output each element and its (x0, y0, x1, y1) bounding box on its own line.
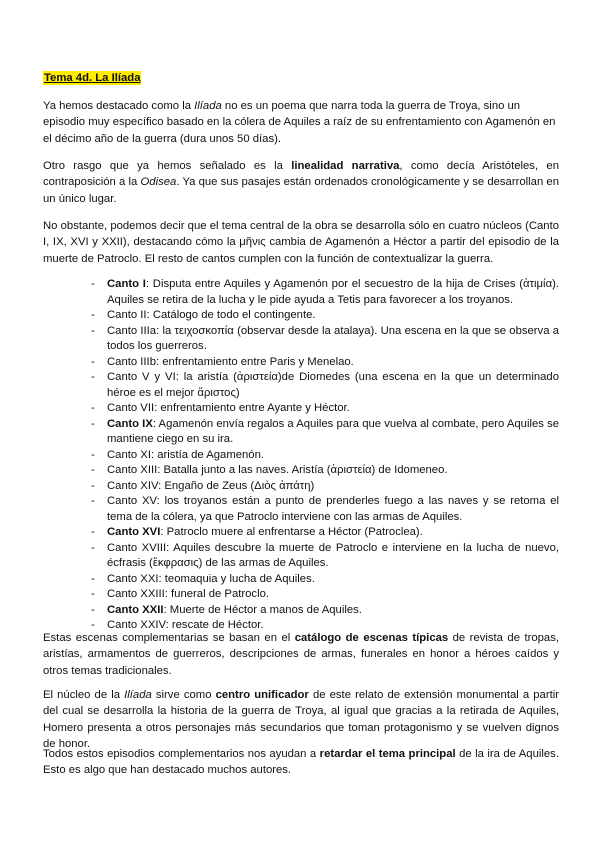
text-span: sirve como (151, 689, 216, 701)
canto-description: : Patroclo muere al enfrentarse a Héctor (Patroclea). (160, 526, 423, 538)
text-span: El núcleo de la (43, 689, 125, 701)
bold-text: retardar el tema principal (319, 748, 456, 760)
paragraph-centro (43, 687, 559, 752)
canto-label: Canto IX (107, 417, 153, 430)
canto-description: Canto IIIa: la τειχοσκοπία (observar desde la atalaya). Una escena en la que se observa a todos los guerreros. (107, 324, 559, 352)
italic-text: Ilíada (124, 689, 152, 701)
canto-description: Canto IIIb: enfrentamiento entre Paris y Menelao. (107, 355, 354, 368)
canto-list-item (91, 308, 559, 324)
canto-list-item (91, 479, 559, 495)
text-span: de la ira de Aquiles. Esto es algo que han destacado muchos autores. (43, 748, 559, 777)
canto-list-item (91, 494, 559, 525)
italic-text: Odisea (140, 176, 177, 189)
paragraph-nucleos: No obstante, podemos decir que el tema central de la obra se desarrolla sólo en cuatro núcleos (Canto I, IX, XVI y XXII), destacando cómo la μῆνις cambia de Agamenón a Héctor a partir del episodio de la muerte de Patroclo. El resto de cantos cumplen con la función de contextualizar la guerra. (43, 220, 559, 265)
canto-list-item (91, 401, 559, 417)
canto-description: Canto XXIII: funeral de Patroclo. (107, 588, 270, 600)
text-span: . Ya que sus pasajes están ordenados cronológicamente y se desarrollan en un único lugar. (43, 176, 559, 205)
canto-description: : Agamenón envía regalos a Aquiles para que vuelva al combate, pero Aquiles se mantiene ciego en su ira. (107, 417, 559, 445)
paragraph-intro (43, 98, 559, 147)
canto-label: Canto I (107, 278, 146, 290)
canto-description: Canto XXI: teomaquia y lucha de Aquiles. (107, 572, 315, 585)
canto-description: Canto XV: los troyanos están a punto de prenderles fuego a las naves y se retoma el tema de la cólera, ya que Patroclo interviene con las armas de Aquiles. (107, 495, 559, 523)
canto-list-item (91, 370, 559, 401)
text-span: de revista de tropas, aristías, armamentos de guerreros, descripciones de armas, funerales en honor a héroes caídos y otros temas tradicionales. (43, 632, 560, 677)
canto-list-item (91, 587, 559, 603)
bold-text: linealidad narrativa (291, 160, 400, 172)
text-span: Ya hemos destacado como la (43, 100, 195, 112)
text-span: Otro rasgo que ya hemos señalado es la (43, 160, 292, 172)
canto-description: : Disputa entre Aquiles y Agamenón por el secuestro de la hija de Crises (ἀτιμία). Aquiles se retira de la lucha y le pide ayuda a Tetis para favorecer a los troyanos. (107, 278, 559, 306)
canto-list-item (91, 277, 559, 308)
canto-list-item (91, 525, 559, 541)
canto-list-item (91, 541, 559, 572)
text-span: no es un poema que narra toda la guerra de Troya, sino un episodio muy específico basado en la cólera de Aquiles a raíz de su enfrentamiento con Agamenón en el décimo año de la guerra (dura unos 50 días). (43, 100, 556, 145)
canto-description: Canto XIII: Batalla junto a las naves. Aristía (ἀριστεία) de Idomeneo. (107, 464, 448, 476)
canto-list-item (91, 463, 559, 479)
text-span: Todos estos episodios complementarios nos ayudan a (43, 748, 320, 760)
text-span: de este relato de extensión monumental a partir del cual se desarrolla la historia de la guerra de Troya, al igual que gracias a la retirada de Aquiles, Homero presenta a otros personajes más secundarios que toman protagonismo y se vuelven dignos de honor. (43, 689, 559, 750)
paragraph-linealidad (43, 158, 559, 207)
canto-list-item (91, 417, 559, 448)
canto-label: Canto XVI (107, 526, 161, 538)
canto-description: Canto VII: enfrentamiento entre Ayante y Héctor. (107, 402, 350, 414)
document-title: Tema 4d. La Ilíada (44, 72, 141, 84)
canto-label: Canto XXII (107, 603, 164, 616)
canto-description: Canto XIV: Engaño de Zeus (Διὸς ἀπάτη) (107, 479, 315, 492)
canto-description: Canto II: Catálogo de todo el contingente. (107, 309, 316, 321)
canto-description: : Muerte de Héctor a manos de Aquiles. (163, 603, 362, 616)
canto-list-item (91, 448, 559, 464)
text-span: , como decía Aristóteles, en contraposición a la (43, 160, 559, 189)
bold-text: centro unificador (215, 689, 309, 701)
canto-list-item (91, 572, 559, 588)
canto-description: Canto V y VI: la aristía (ἀριστεία)de Diomedes (una escena en la que un determinado héroe es el mejor ἄριστος) (107, 371, 559, 399)
italic-text: Ilíada (194, 100, 222, 112)
bold-text: catálogo de escenas típicas (294, 632, 449, 644)
cantos-list (91, 277, 559, 634)
canto-description: Canto XVIII: Aquiles descubre la muerte de Patroclo e interviene en la lucha de nuevo, écfrasis (ἔκφρασις) de las armas de Aquiles. (107, 541, 559, 569)
paragraph-retardar (43, 746, 559, 779)
paragraph-escenas (43, 630, 559, 679)
text-span: Estas escenas complementarias se basan en el (43, 632, 295, 644)
canto-list-item (91, 603, 559, 619)
canto-list-item (91, 324, 559, 355)
canto-list-item (91, 355, 559, 371)
canto-description: Canto XXIV: rescate de Héctor. (107, 619, 264, 631)
canto-description: Canto XI: aristía de Agamenón. (107, 448, 264, 461)
